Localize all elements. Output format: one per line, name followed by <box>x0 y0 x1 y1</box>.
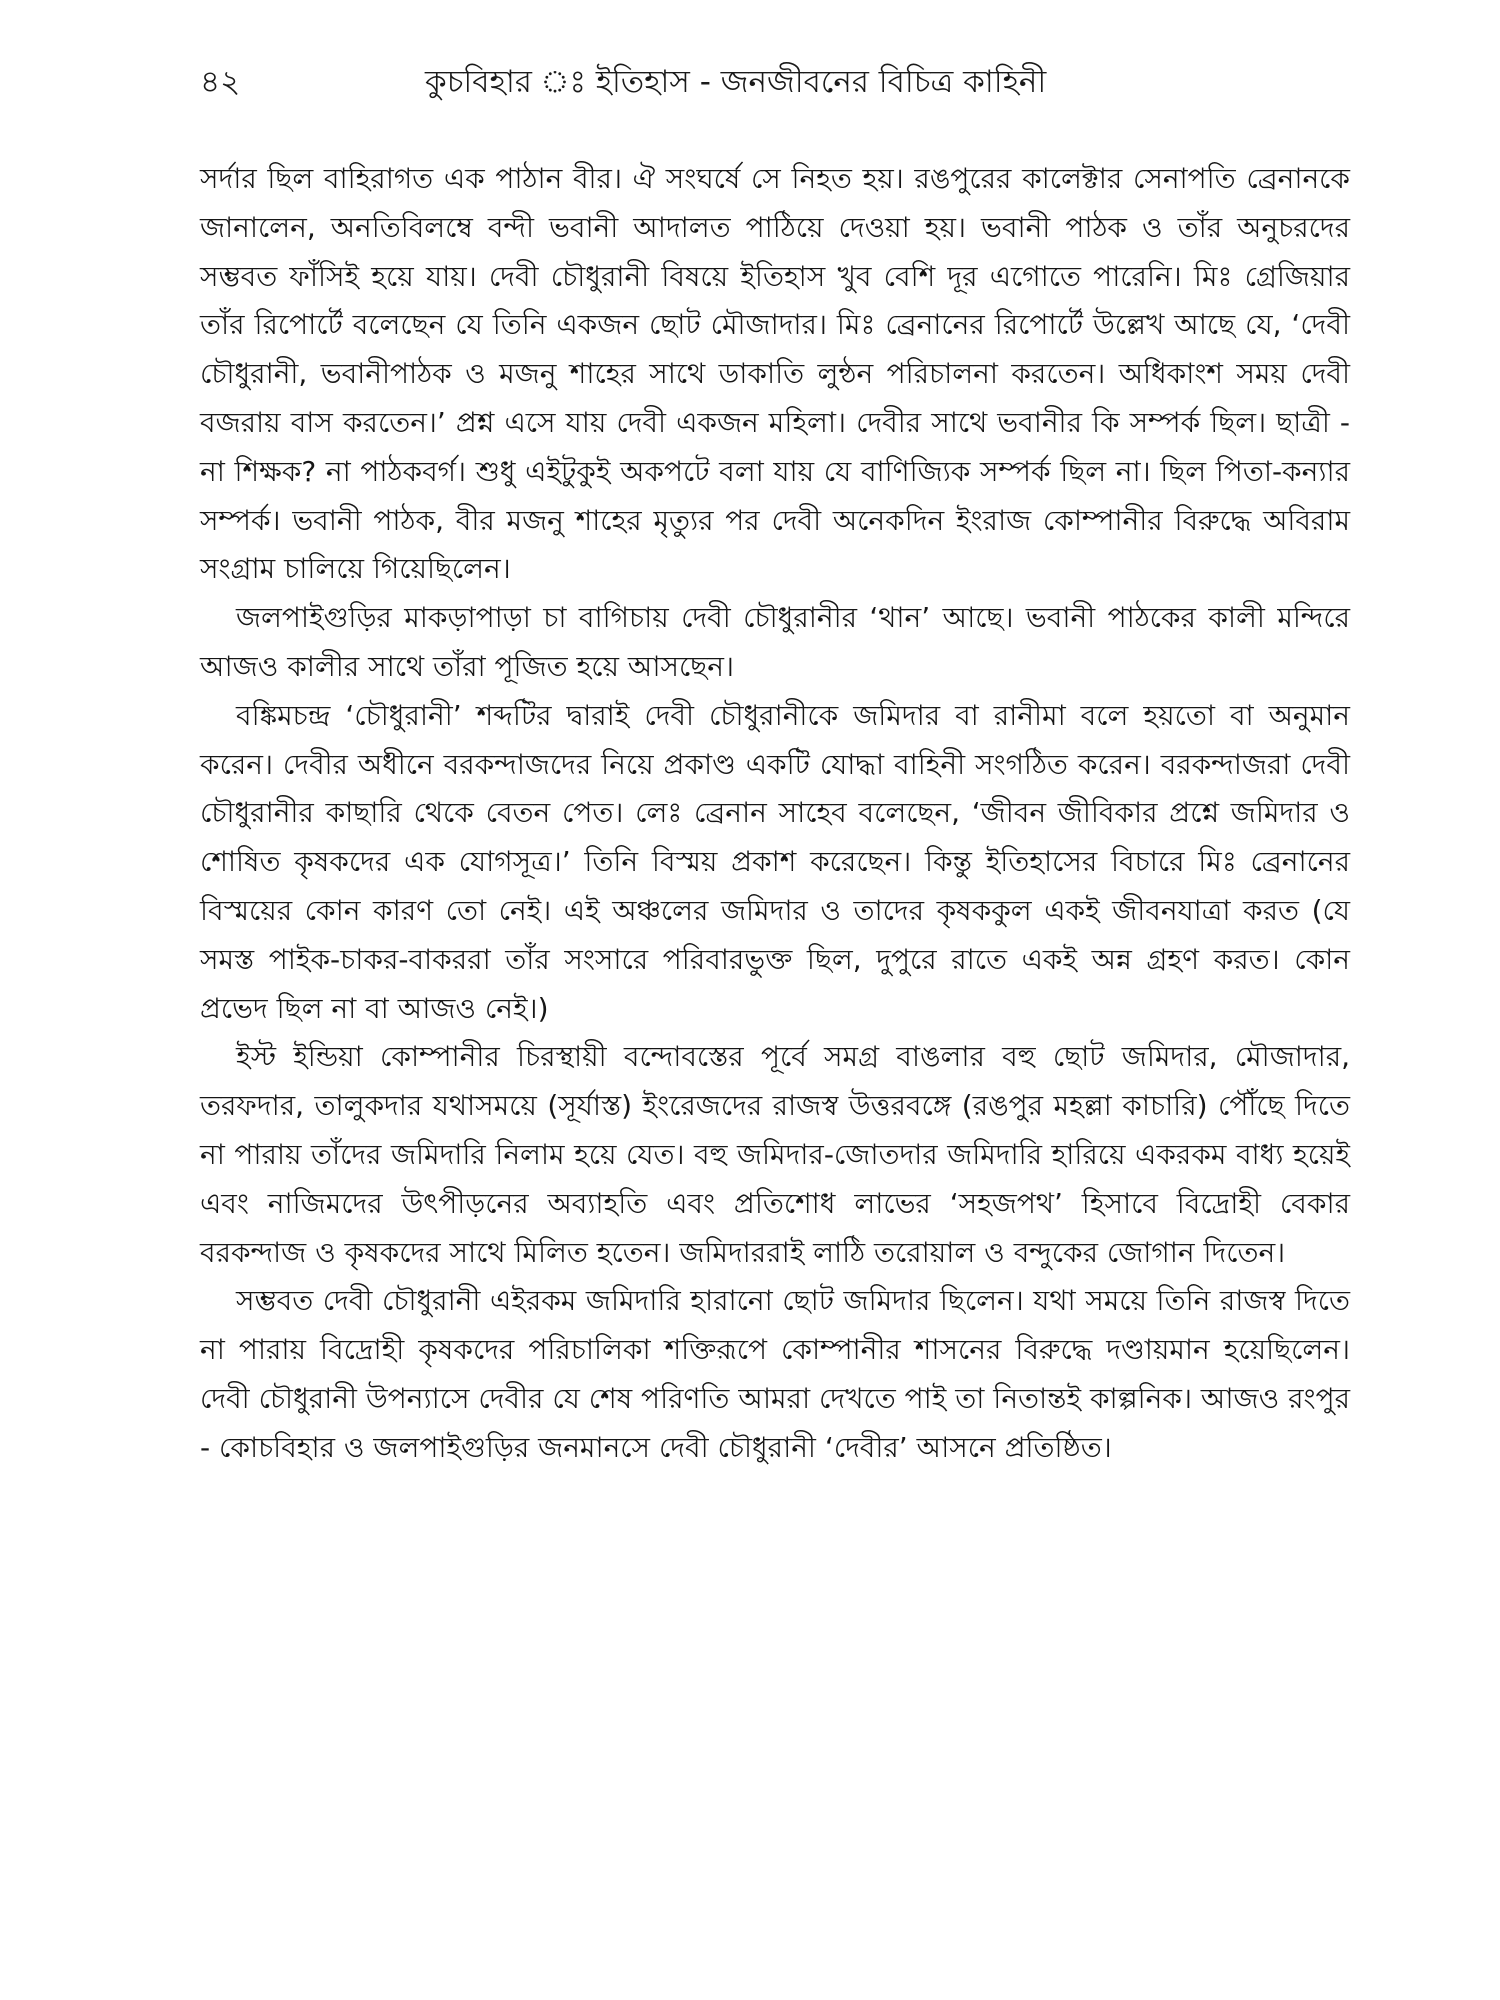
paragraph-1: সর্দার ছিল বাহিরাগত এক পাঠান বীর। ঐ সংঘর্ষে সে নিহত হয়। রঙপুরের কালেক্টার সেনাপতি ব্রেনানকে জানালেন, অনতিবিলম্বে বন্দী ভবানী আদালত পাঠিয়ে দেওয়া হয়। ভবানী পাঠক ও তাঁর অনুচরদের সম্ভবত ফাঁসিই হয়ে যায়। দেবী চৌধুরানী বিষয়ে ইতিহাস খুব বেশি দূর এগোতে পারেনি। মিঃ গ্রেজিয়ার তাঁর রিপোর্টে বলেছেন যে তিনি একজন ছোট মৌজাদার। মিঃ ব্রেনানের রিপোর্টে উল্লেখ আছে যে, ‘দেবী চৌধুরানী, ভবানীপাঠক ও মজনু শাহের সাথে ডাকাতি লুন্ঠন পরিচালনা করতেন। অধিকাংশ সময় দেবী বজরায় বাস করতেন।’ প্রশ্ন এসে যায় দেবী একজন মহিলা। দেবীর সাথে ভবানীর কি সম্পর্ক ছিল। ছাত্রী - না শিক্ষক? না পাঠকবর্গ। শুধু এইটুকুই অকপটে বলা যায় যে বাণিজ্যিক সম্পর্ক ছিল না। ছিল পিতা-কন্যার সম্পর্ক। ভবানী পাঠক, বীর মজনু শাহের মৃত্যুর পর দেবী অনেকদিন ইংরাজ কোম্পানীর বিরুদ্ধে অবিরাম সংগ্রাম চালিয়ে গিয়েছিলেন। <box>200 162 1350 586</box>
paragraph-2: জলপাইগুড়ির মাকড়াপাড়া চা বাগিচায় দেবী চৌধুরানীর ‘থান’ আছে। ভবানী পাঠকের কালী মন্দিরে আজও কালীর সাথে তাঁরা পূজিত হয়ে আসছেন। <box>200 601 1350 683</box>
page-number: ৪২ <box>200 64 241 100</box>
paragraph-4: ইস্ট ইন্ডিয়া কোম্পানীর চিরস্থায়ী বন্দোবস্তের পূর্বে সমগ্র বাঙলার বহু ছোট জমিদার, মৌজাদার, তরফদার, তালুকদার যথাসময়ে (সূর্যাস্ত) ইংরেজদের রাজস্ব উত্তরবঙ্গে (রঙপুর মহল্লা কাচারি) পৌঁছে দিতে না পারায় তাঁদের জমিদারি নিলাম হয়ে যেত। বহু জমিদার-জোতদার জমিদারি হারিয়ে একরকম বাধ্য হয়েই এবং নাজিমদের উৎপীড়নের অব্যাহতি এবং প্রতিশোধ লাভের ‘সহজপথ’ হিসাবে বিদ্রোহী বেকার বরকন্দাজ ও কৃষকদের সাথে মিলিত হতেন। জমিদাররাই লাঠি তরোয়াল ও বন্দুকের জোগান দিতেন। <box>200 1040 1350 1269</box>
page-header <box>200 60 1350 120</box>
running-title: কুচবিহার ঃ ইতিহাস - জনজীবনের বিচিত্র কাহিনী <box>425 64 1047 100</box>
paragraph-3: বঙ্কিমচন্দ্র ‘চৌধুরানী’ শব্দটির দ্বারাই দেবী চৌধুরানীকে জমিদার বা রানীমা বলে হয়তো বা অনুমান করেন। দেবীর অধীনে বরকন্দাজদের নিয়ে প্রকাণ্ড একটি যোদ্ধা বাহিনী সংগঠিত করেন। বরকন্দাজরা দেবী চৌধুরানীর কাছারি থেকে বেতন পেত। লেঃ ব্রেনান সাহেব বলেছেন, ‘জীবন জীবিকার প্রশ্নে জমিদার ও শোষিত কৃষকদের এক যোগসূত্র।’ তিনি বিস্ময় প্রকাশ করেছেন। কিন্তু ইতিহাসের বিচারে মিঃ ব্রেনানের বিস্ময়ের কোন কারণ তো নেই। এই অঞ্চলের জমিদার ও তাদের কৃষককুল একই জীবনযাত্রা করত (যে সমস্ত পাইক-চাকর-বাকররা তাঁর সংসারে পরিবারভুক্ত ছিল, দুপুরে রাতে একই অন্ন গ্রহণ করত। কোন প্রভেদ ছিল না বা আজও নেই।) <box>200 698 1350 1025</box>
paragraph-5: সম্ভবত দেবী চৌধুরানী এইরকম জমিদারি হারানো ছোট জমিদার ছিলেন। যথা সময়ে তিনি রাজস্ব দিতে না পারায় বিদ্রোহী কৃষকদের পরিচালিকা শক্তিরূপে কোম্পানীর শাসনের বিরুদ্ধে দণ্ডায়মান হয়েছিলেন। দেবী চৌধুরানী উপন্যাসে দেবীর যে শেষ পরিণতি আমরা দেখতে পাই তা নিতান্তই কাল্পনিক। আজও রংপুর - কোচবিহার ও জলপাইগুড়ির জনমানসে দেবী চৌধুরানী ‘দেবীর’ আসনে প্রতিষ্ঠিত। <box>200 1284 1350 1464</box>
body-text <box>200 155 1350 1473</box>
